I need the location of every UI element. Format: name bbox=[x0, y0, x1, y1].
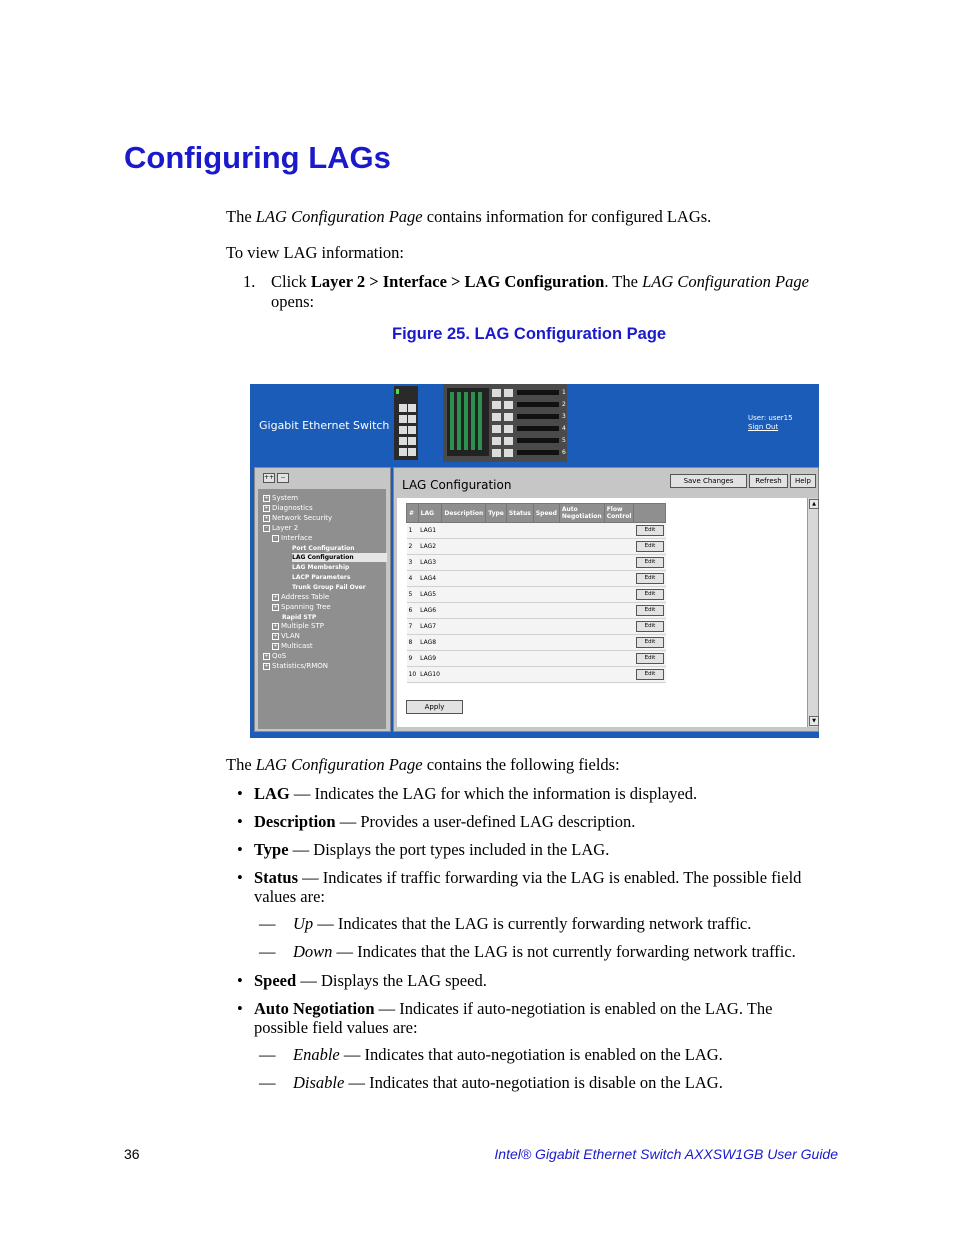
table-row: 2 LAG2 Edit bbox=[407, 539, 666, 555]
edit-button[interactable]: Edit bbox=[636, 525, 664, 536]
app-title: Gigabit Ethernet Switch bbox=[259, 419, 390, 432]
tree-item-statistics-rmon[interactable]: + Statistics/RMON bbox=[264, 662, 329, 670]
table-row: 1 LAG1 Edit bbox=[407, 523, 666, 539]
figure-caption: Figure 25. LAG Configuration Page bbox=[392, 325, 667, 343]
table-row: 7 LAG7 Edit bbox=[407, 619, 666, 635]
tree-item-system[interactable]: + System bbox=[264, 494, 299, 502]
edit-button[interactable]: Edit bbox=[636, 573, 664, 584]
table-row: 8 LAG8 Edit bbox=[407, 635, 666, 651]
column-header: Description bbox=[442, 504, 486, 523]
tree-item-vlan[interactable]: + VLAN bbox=[273, 632, 300, 640]
table-row: 5 LAG5 Edit bbox=[407, 587, 666, 603]
lag-table-area bbox=[397, 498, 807, 727]
tree-item-spanning-tree[interactable]: + Spanning Tree bbox=[273, 603, 331, 611]
collapse-all-button[interactable]: -- bbox=[277, 473, 289, 483]
apply-button[interactable]: Apply bbox=[406, 700, 463, 714]
refresh-button[interactable]: Refresh bbox=[749, 474, 788, 488]
lag-config-screenshot bbox=[250, 384, 819, 738]
help-button[interactable]: Help bbox=[790, 474, 816, 488]
tree-item-lacp-parameters[interactable]: LACP Parameters bbox=[292, 574, 351, 581]
column-header bbox=[634, 504, 666, 523]
page-heading: Configuring LAGs bbox=[124, 140, 391, 175]
intro-paragraph: The LAG Configuration Page contains information for configured LAGs. bbox=[226, 207, 712, 226]
expand-icon: + bbox=[273, 594, 278, 600]
save-changes-button[interactable]: Save Changes bbox=[670, 474, 747, 488]
tree-item-qos[interactable]: + QoS bbox=[264, 652, 287, 660]
table-row: 10 LAG10 Edit bbox=[407, 667, 666, 683]
dash-icon: — bbox=[259, 914, 276, 933]
tree-item-interface[interactable]: - Interface bbox=[272, 534, 312, 543]
bullet-icon: • bbox=[237, 812, 243, 831]
port-label: 3 bbox=[562, 413, 566, 420]
user-area bbox=[748, 414, 793, 432]
user-label: User: user15 bbox=[748, 414, 793, 422]
edit-button[interactable]: Edit bbox=[636, 621, 664, 632]
collapse-icon: - bbox=[272, 535, 279, 542]
tree-item-diagnostics[interactable]: + Diagnostics bbox=[264, 504, 313, 512]
bullet-icon: • bbox=[237, 784, 243, 803]
table-row: 6 LAG6 Edit bbox=[407, 603, 666, 619]
column-header: Status bbox=[506, 504, 533, 523]
table-row: 3 LAG3 Edit bbox=[407, 555, 666, 571]
port-label: 2 bbox=[562, 401, 566, 408]
navigation-pane bbox=[254, 467, 391, 732]
port-label: 1 bbox=[562, 389, 566, 396]
bullet-icon: • bbox=[237, 868, 243, 887]
expand-icon: + bbox=[264, 515, 269, 521]
bullet-icon: • bbox=[237, 971, 243, 990]
column-header: Auto Negotiation bbox=[559, 504, 604, 523]
tree-item-multicast[interactable]: + Multicast bbox=[273, 642, 313, 650]
view-intro: To view LAG information: bbox=[226, 243, 405, 262]
tree-item-address-table[interactable]: + Address Table bbox=[273, 593, 330, 601]
table-header-row bbox=[407, 504, 666, 523]
dash-icon: — bbox=[259, 942, 276, 961]
expand-icon: + bbox=[273, 643, 278, 649]
expand-icon: + bbox=[264, 653, 269, 659]
column-header: Speed bbox=[533, 504, 559, 523]
edit-button[interactable]: Edit bbox=[636, 605, 664, 616]
column-header: Type bbox=[486, 504, 507, 523]
tree-item-lag-membership[interactable]: LAG Membership bbox=[292, 564, 350, 571]
port-label: 5 bbox=[562, 437, 566, 444]
bullet-icon: • bbox=[237, 999, 243, 1018]
tree-item-layer-2[interactable]: - Layer 2 bbox=[263, 524, 298, 533]
edit-button[interactable]: Edit bbox=[636, 653, 664, 664]
tree-item-port-configuration[interactable]: Port Configuration bbox=[292, 545, 355, 552]
edit-button[interactable]: Edit bbox=[636, 637, 664, 648]
lag-table bbox=[406, 503, 666, 683]
tree-item-lag-configuration[interactable]: LAG Configuration bbox=[292, 553, 387, 562]
edit-button[interactable]: Edit bbox=[636, 669, 664, 680]
expand-icon: + bbox=[264, 663, 269, 669]
guide-title: Intel® Gigabit Ethernet Switch AXXSW1GB User Guide bbox=[494, 1146, 838, 1162]
edit-button[interactable]: Edit bbox=[636, 589, 664, 600]
edit-button[interactable]: Edit bbox=[636, 557, 664, 568]
collapse-icon: - bbox=[263, 525, 270, 532]
port-label: 6 bbox=[562, 449, 566, 456]
port-label: 4 bbox=[562, 425, 566, 432]
content-pane bbox=[393, 467, 819, 732]
tree-item-trunk-group-fail-over[interactable]: Trunk Group Fail Over bbox=[292, 584, 366, 591]
vertical-scrollbar[interactable] bbox=[807, 498, 818, 727]
column-header: LAG bbox=[418, 504, 442, 523]
expand-icon: + bbox=[273, 623, 278, 629]
sign-out-link[interactable]: Sign Out bbox=[748, 423, 779, 431]
switch-panel-graphic bbox=[393, 384, 567, 462]
tree-item-network-security[interactable]: + Network Security bbox=[264, 514, 333, 522]
fields-intro: The LAG Configuration Page contains the following fields: bbox=[226, 755, 620, 774]
expand-icon: + bbox=[273, 604, 278, 610]
page-number: 36 bbox=[124, 1146, 140, 1162]
tree-item-multiple-stp[interactable]: + Multiple STP bbox=[273, 622, 324, 630]
table-row: 4 LAG4 Edit bbox=[407, 571, 666, 587]
table-row: 9 LAG9 Edit bbox=[407, 651, 666, 667]
scroll-down-icon[interactable]: ▼ bbox=[809, 716, 819, 726]
expand-icon: + bbox=[264, 495, 269, 501]
expand-icon: + bbox=[273, 633, 278, 639]
content-page-title: LAG Configuration bbox=[402, 478, 512, 492]
nav-tree bbox=[258, 489, 386, 729]
dash-icon: — bbox=[259, 1045, 276, 1064]
dash-icon: — bbox=[259, 1073, 276, 1092]
column-header: # bbox=[407, 504, 419, 523]
scroll-up-icon[interactable]: ▲ bbox=[809, 499, 819, 509]
expand-all-button[interactable]: ++ bbox=[264, 474, 275, 481]
tree-item-rapid-stp[interactable]: Rapid STP bbox=[282, 614, 317, 621]
column-header: Flow Control bbox=[604, 504, 634, 523]
edit-button[interactable]: Edit bbox=[636, 541, 664, 552]
bullet-icon: • bbox=[237, 840, 243, 859]
expand-icon: + bbox=[264, 505, 269, 511]
